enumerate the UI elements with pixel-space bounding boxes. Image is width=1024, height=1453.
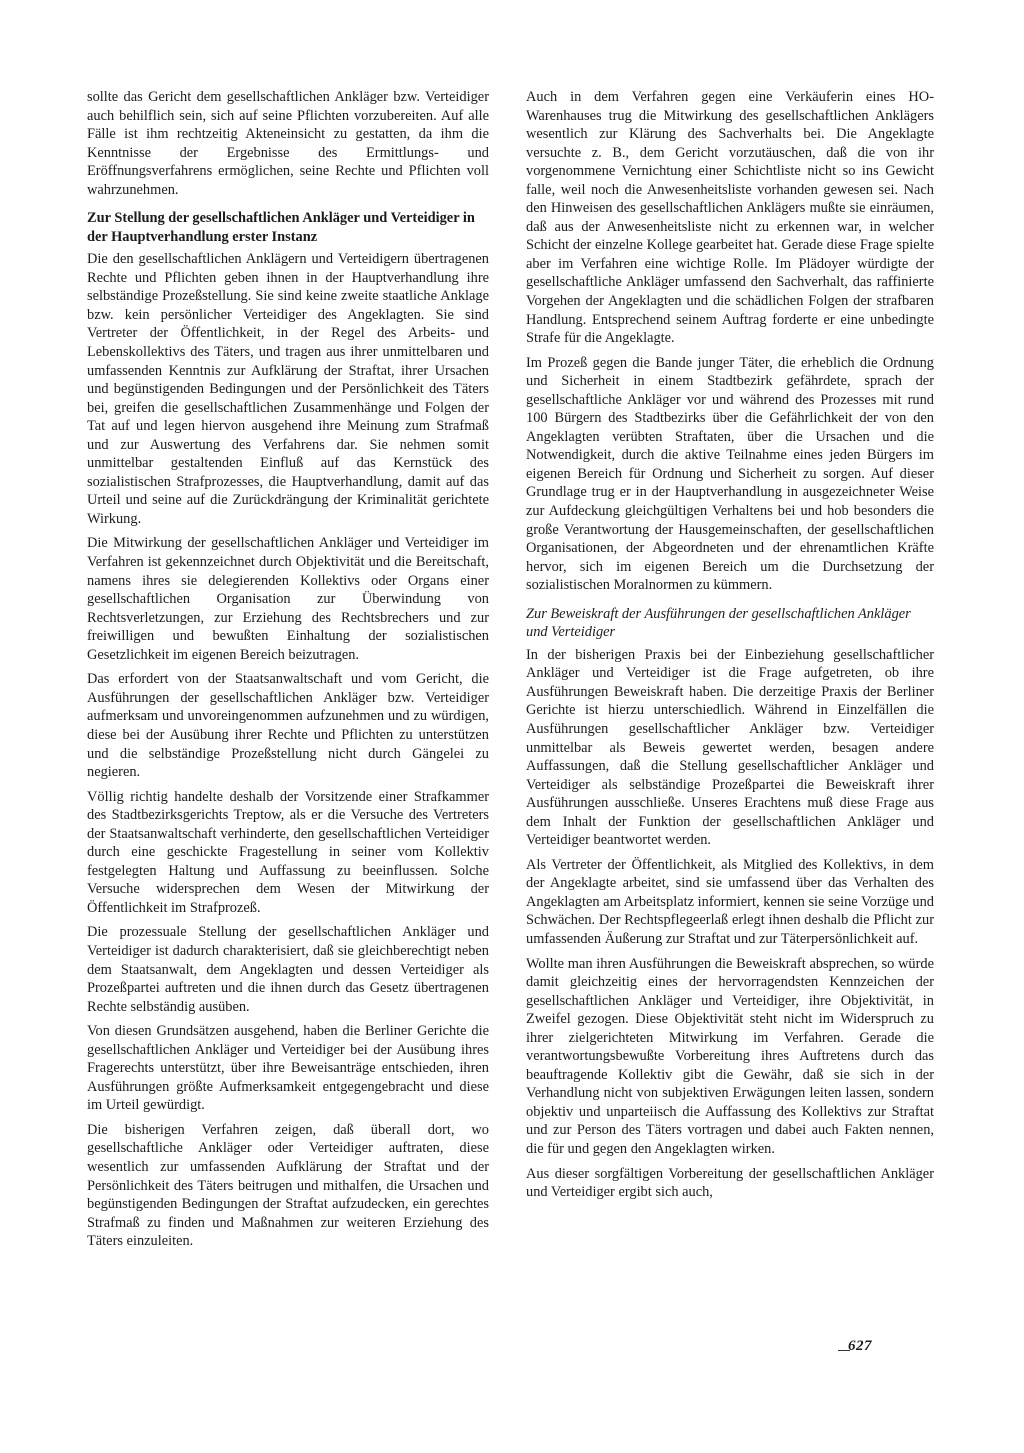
page-number: 627 bbox=[848, 1338, 872, 1354]
paragraph: Die prozessuale Stellung der gesellschaftlichen Ankläger und Verteidiger ist dadurch charakterisiert, daß sie gleichberechtigt neben dem Staatsanwalt, dem Angeklagten und dessen Verteidiger als Prozeßpartei auftreten und die ihnen durch das Gesetz übertragenen Rechte selbständig ausüben. bbox=[87, 924, 489, 1015]
paragraph: Die bisherigen Verfahren zeigen, daß überall dort, wo gesellschaftliche Ankläger oder Verteidiger auftraten, diese wesentlich zur umfassenden Aufklärung der Straftat und der Persönlichkeit des Täters beitrugen und mithalfen, die Ursachen und begünstigenden Bedingungen der Straftat aufzudecken, ein gerechtes Strafmaß zu finden und Maßnahmen zur weiteren Erziehung des Täters einzuleiten. bbox=[87, 1121, 489, 1250]
paragraph: Von diesen Grundsätzen ausgehend, haben die Berliner Gerichte die gesellschaftlichen Ankläger und Verteidiger bei der Ausübung ihres Fragerechts unterstützt, über ihre Beweisanträge entschieden, ihren Ausführungen größte Aufmerksamkeit entgegengebracht und diese im Urteil gewürdigt. bbox=[87, 1023, 489, 1114]
paragraph: In der bisherigen Praxis bei der Einbeziehung gesellschaftlicher Ankläger und Verteidiger ist die Frage aufgetreten, ob ihre Ausführungen Beweiskraft haben. Die derzeitige Praxis der Berliner Gerichte ist hierzu unterschiedlich. Während in Einzelfällen die Ausführungen gesellschaftlicher Ankläger bzw. Verteidiger unmittelbar als Beweis gewertet werden, besagen andere Auffassungen, daß die Stellung gesellschaftlicher Ankläger und Verteidiger als selbständige Prozeßpartei die Beweiskraft ihrer Ausführungen ausschließe. Unseres Erachtens muß diese Frage aus dem Inhalt der Funktion der gesellschaftlichen Ankläger und Verteidiger beantwortet werden. bbox=[526, 646, 934, 849]
section-heading: Zur Beweiskraft der Ausführungen der gesellschaftlichen Ankläger und Verteidiger bbox=[526, 605, 911, 641]
paragraph: Völlig richtig handelte deshalb der Vorsitzende einer Strafkammer des Stadtbezirksgerichts Treptow, als er die Versuche des Vertreters der Staatsanwaltschaft verhinderte, den gesellschaftlichen Verteidiger durch eine geschickte Fragestellung in seiner vom Kollektiv festgelegten Haltung und Auffassung zu beeinflussen. Solche Versuche widersprechen dem Wesen der Mitwirkung der Öffentlichkeit im Strafprozeß. bbox=[87, 788, 489, 916]
paragraph: Die Mitwirkung der gesellschaftlichen Ankläger und Verteidiger im Verfahren ist gekennzeichnet durch Objektivität und die Bereitschaft, namens ihres sie delegierenden Kollektivs oder Organs einer gesellschaftlichen Organisation zur Überwindung von Rechtsverletzungen, zur Erziehung des Rechtsbrechers und zur freiwilligen und bewußten Einhaltung der sozialistischen Gesetzlichkeit im eigenen Bereich beizutragen. bbox=[87, 535, 489, 663]
right-column bbox=[526, 88, 934, 1208]
section-heading: Zur Stellung der gesellschaftlichen Ankläger und Verteidiger in der Hauptverhandlung erster Instanz bbox=[87, 210, 475, 245]
paragraph: Im Prozeß gegen die Bande junger Täter, die erheblich die Ordnung und Sicherheit in einem Stadtbezirk gefährdete, sprach der gesellschaftliche Ankläger vor und während des Prozesses mit rund 100 Bürgern des Stadtbezirks über die Gefährlichkeit der von den Angeklagten verübten Straftaten, über die Ursachen und die Notwendigkeit, durch die aktive Teilnahme eines jeden Bürgers im eigenen Bereich für Ordnung und Sicherheit zu sorgen. Auf dieser Grundlage trug er in der Hauptverhandlung in ausgezeichneter Weise zur Aufdeckung gleichgültigen Verhaltens bei und hob besonders die große Verantwortung der Hausgemeinschaften, der gesellschaftlichen Organisationen, der Abgeordneten und der ehrenamtlichen Kräfte hervor, sich im eigenen Bereich um die Durchsetzung der sozialistischen Moralnormen zu kümmern. bbox=[526, 354, 934, 594]
paragraph: Wollte man ihren Ausführungen die Beweiskraft absprechen, so würde damit gleichzeitig eines der hervorragendsten Kennzeichen der gesellschaftlichen Ankläger und Verteidiger, ihre Objektivität, in Zweifel gezogen. Diese Objektivität steht nicht im Widerspruch zu ihrer zielgerichteten Mitwirkung im Verfahren. Gerade die verantwortungsbewußte Vorbereitung ihres Auftretens durch das beauftragende Kollektiv gibt die Gewähr, daß sie sich in der Verhandlung nicht von subjektiven Erwägungen leiten lassen, sondern objektiv und unparteiisch die Auffassung des Kollektivs zur Straftat und zur Person des Täters vortragen und dabei auch Fakten nennen, die für und gegen den Angeklagten wirken. bbox=[526, 955, 934, 1157]
paragraph: Als Vertreter der Öffentlichkeit, als Mitglied des Kollektivs, in dem der Angeklagte arbeitet, sind sie umfassend über das Verhalten des Angeklagten am Arbeitsplatz informiert, kennen sie seine Vorzüge und Schwächen. Der Rechtspflegeerlaß erlegt ihnen deshalb die Pflicht zur umfassenden Äußerung zur Straftat und zur Täterpersönlichkeit auf. bbox=[526, 856, 934, 947]
paragraph: Die den gesellschaftlichen Anklägern und Verteidigern übertragenen Rechte und Pflichten geben ihnen in der Hauptverhandlung ihre selbständige Prozeßstellung. Sie sind keine zweite staatliche Anklage bzw. kein persönlicher Verteidiger des Angeklagten. Sie sind Vertreter der Öffentlichkeit, in der Regel des Arbeits- und Lebenskollektivs des Täters, und tragen aus ihrer unmittelbaren und umfassenden Kenntnis zur Aufklärung der Straftat, ihrer Ursachen und begünstigenden Bedingungen und der Persönlichkeit des Täters bei, greifen die gesellschaftlichen Zusammenhänge und Folgen der Tat auf und legen hiervon ausgehend ihre Meinung zum Strafmaß und zur Auswertung des Verfahrens dar. Sie nehmen somit unmittelbar gestaltenden Einfluß auf das Kernstück des sozialistischen Strafprozesses, die Hauptverhandlung, damit auf das Urteil und seine auf die Zurückdrängung der Kriminalität gerichtete Wirkung. bbox=[87, 251, 489, 527]
paragraph: Auch in dem Verfahren gegen eine Verkäuferin eines HO-Warenhauses trug die Mitwirkung des gesellschaftlichen Anklägers wesentlich zur Klärung des Sachverhalts bei. Die Angeklagte versuchte z. B., dem Gericht vorzutäuschen, daß die von ihr vorgenommene Vernichtung einer Schichtliste nicht so ins Gewicht falle, weil noch die Anwesenheitsliste vorhanden gewesen sei. Nach den Hinweisen des gesellschaftlichen Anklägers mußte sie einräumen, daß aus der Anwesenheitsliste nicht zu erkennen war, in welcher Schicht der einzelne Kollege gearbeitet hat. Gerade diese Frage spielte aber im Verfahren eine wichtige Rolle. Im Plädoyer würdigte der gesellschaftliche Ankläger umfassend den Sachverhalt, das raffinierte Vorgehen der Angeklagten und die schädlichen Folgen der strafbaren Handlung. Entsprechend seinem Auftrag forderte er eine unbedingte Strafe für die Angeklagte. bbox=[526, 89, 934, 347]
left-column bbox=[87, 88, 489, 1257]
paragraph: Das erfordert von der Staatsanwaltschaft und vom Gericht, die Ausführungen der gesellschaftlichen Ankläger bzw. Verteidiger aufmerksam und unvoreingenommen aufzunehmen und zu würdigen, diese bei der Ausübung ihrer Rechte und Pflichten zu unterstützen und die selbständige Prozeßstellung nicht durch Gängelei zu negieren. bbox=[87, 671, 489, 781]
paragraph: Aus dieser sorgfältigen Vorbereitung der gesellschaftlichen Ankläger und Verteidiger ergibt sich auch, bbox=[526, 1165, 934, 1201]
paragraph: sollte das Gericht dem gesellschaftlichen Ankläger bzw. Verteidiger auch behilflich sein, sich auf seine Pflichten vorzubereiten. Auf alle Fälle ist ihm rechtzeitig Akteneinsicht zu gestatten, da ihm die Kenntnisse der Ergebnisse des Ermittlungs- und Eröffnungsverfahrens ermöglichen, seine Rechte und Pflichten voll wahrzunehmen. bbox=[87, 89, 489, 198]
